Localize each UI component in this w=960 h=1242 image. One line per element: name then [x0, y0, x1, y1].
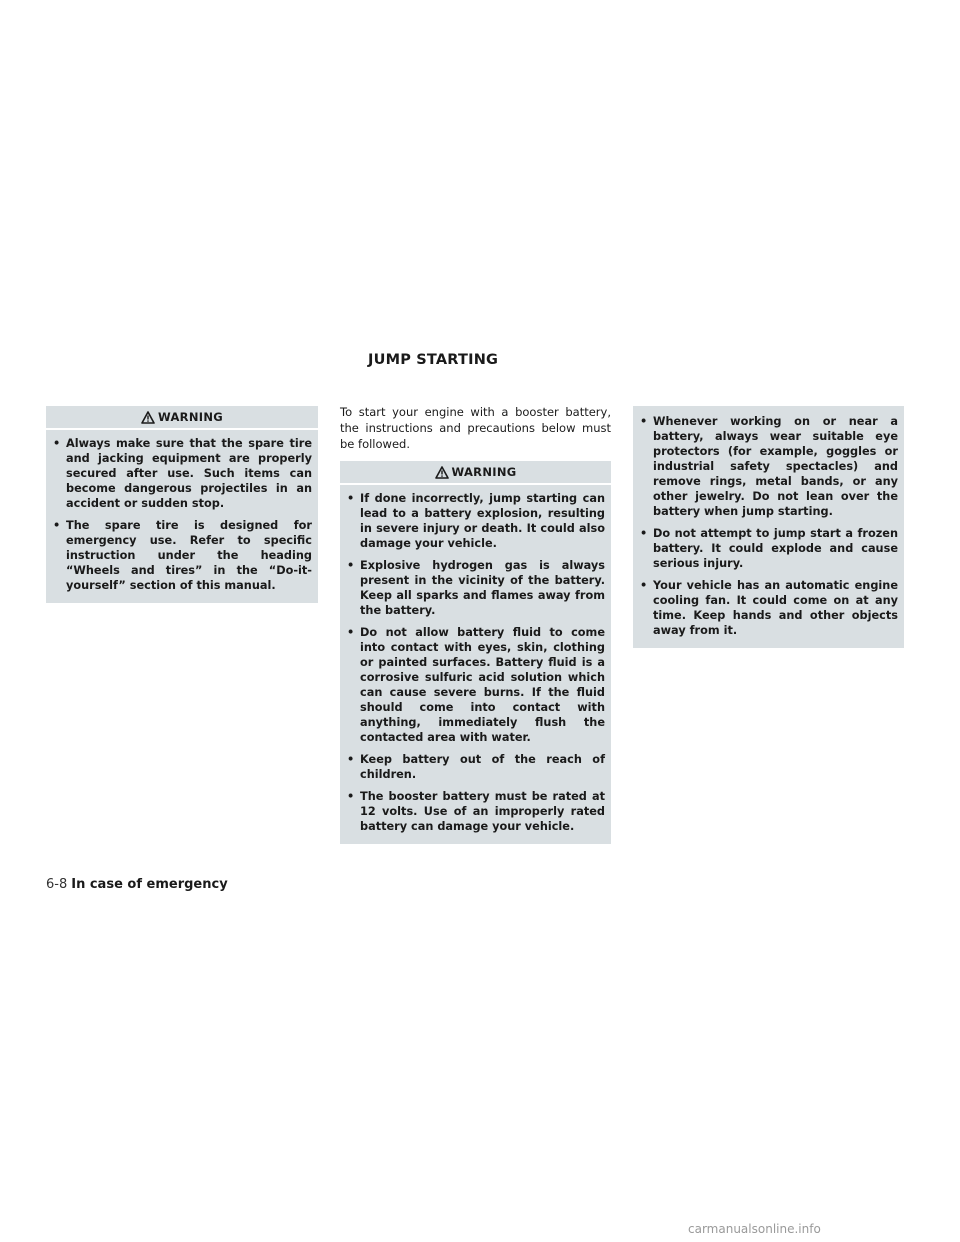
warning-item: • Always make sure that the spare tire and jacking equipment are properly secured after use. Such items can become dangerous projectiles in an accident or sudden stop. — [53, 437, 312, 510]
page-footer — [46, 877, 228, 892]
warning-item: • Keep battery out of the reach of children. — [347, 753, 605, 781]
column-2 — [340, 404, 611, 844]
watermark: carmanualsonline.info — [688, 1222, 821, 1236]
column-1 — [46, 406, 318, 603]
warning-divider — [340, 483, 611, 485]
warning-item: • The spare tire is designed for emergency use. Refer to specific instruction under the heading “Wheels and tires” in the “Do-it-yourself” section of this manual. — [53, 519, 312, 592]
warning-list — [346, 491, 605, 834]
section-title: JUMP STARTING — [368, 352, 499, 368]
warning-item: • Whenever working on or near a battery, always wear suitable eye protectors (for example, goggles or industrial safety spectacles) and remove rings, metal bands, or any other jewelry. Do not lean over the battery when jump starting. — [640, 415, 898, 518]
warning-box-jump-starting — [340, 461, 611, 844]
warning-box-continued — [633, 406, 904, 648]
warning-box-spare-tire — [46, 406, 318, 603]
column-3 — [633, 406, 904, 648]
warning-list — [52, 436, 312, 593]
warning-item: • Your vehicle has an automatic engine cooling fan. It could come on at any time. Keep hands and other objects away from it. — [640, 579, 898, 637]
warning-item: • Explosive hydrogen gas is always present in the vicinity of the battery. Keep all sparks and flames away from the battery. — [347, 559, 605, 617]
warning-label: WARNING — [158, 410, 223, 424]
warning-divider — [46, 428, 318, 430]
warning-header — [52, 406, 312, 428]
warning-item: • If done incorrectly, jump starting can lead to a battery explosion, resulting in severe injury or death. It could also damage your vehicle. — [347, 492, 605, 550]
warning-triangle-icon — [141, 411, 155, 424]
warning-triangle-icon — [435, 466, 449, 479]
warning-item: • Do not allow battery fluid to come into contact with eyes, skin, clothing or painted surfaces. Battery fluid is a corrosive sulfuric acid solution which can cause severe burns. If the fluid should come into contact with anything, immediately flush the contacted area with water. — [347, 626, 605, 744]
chapter-title: In case of emergency — [71, 877, 228, 892]
warning-list — [639, 414, 898, 638]
intro-paragraph: To start your engine with a booster battery, the instructions and precautions below must be followed. — [340, 405, 611, 451]
warning-item: • The booster battery must be rated at 12 volts. Use of an improperly rated battery can damage your vehicle. — [347, 790, 605, 833]
page-number: 6-8 — [46, 877, 68, 892]
warning-label: WARNING — [451, 465, 517, 479]
warning-header — [346, 461, 605, 483]
warning-item: • Do not attempt to jump start a frozen battery. It could explode and cause serious injury. — [640, 527, 898, 570]
